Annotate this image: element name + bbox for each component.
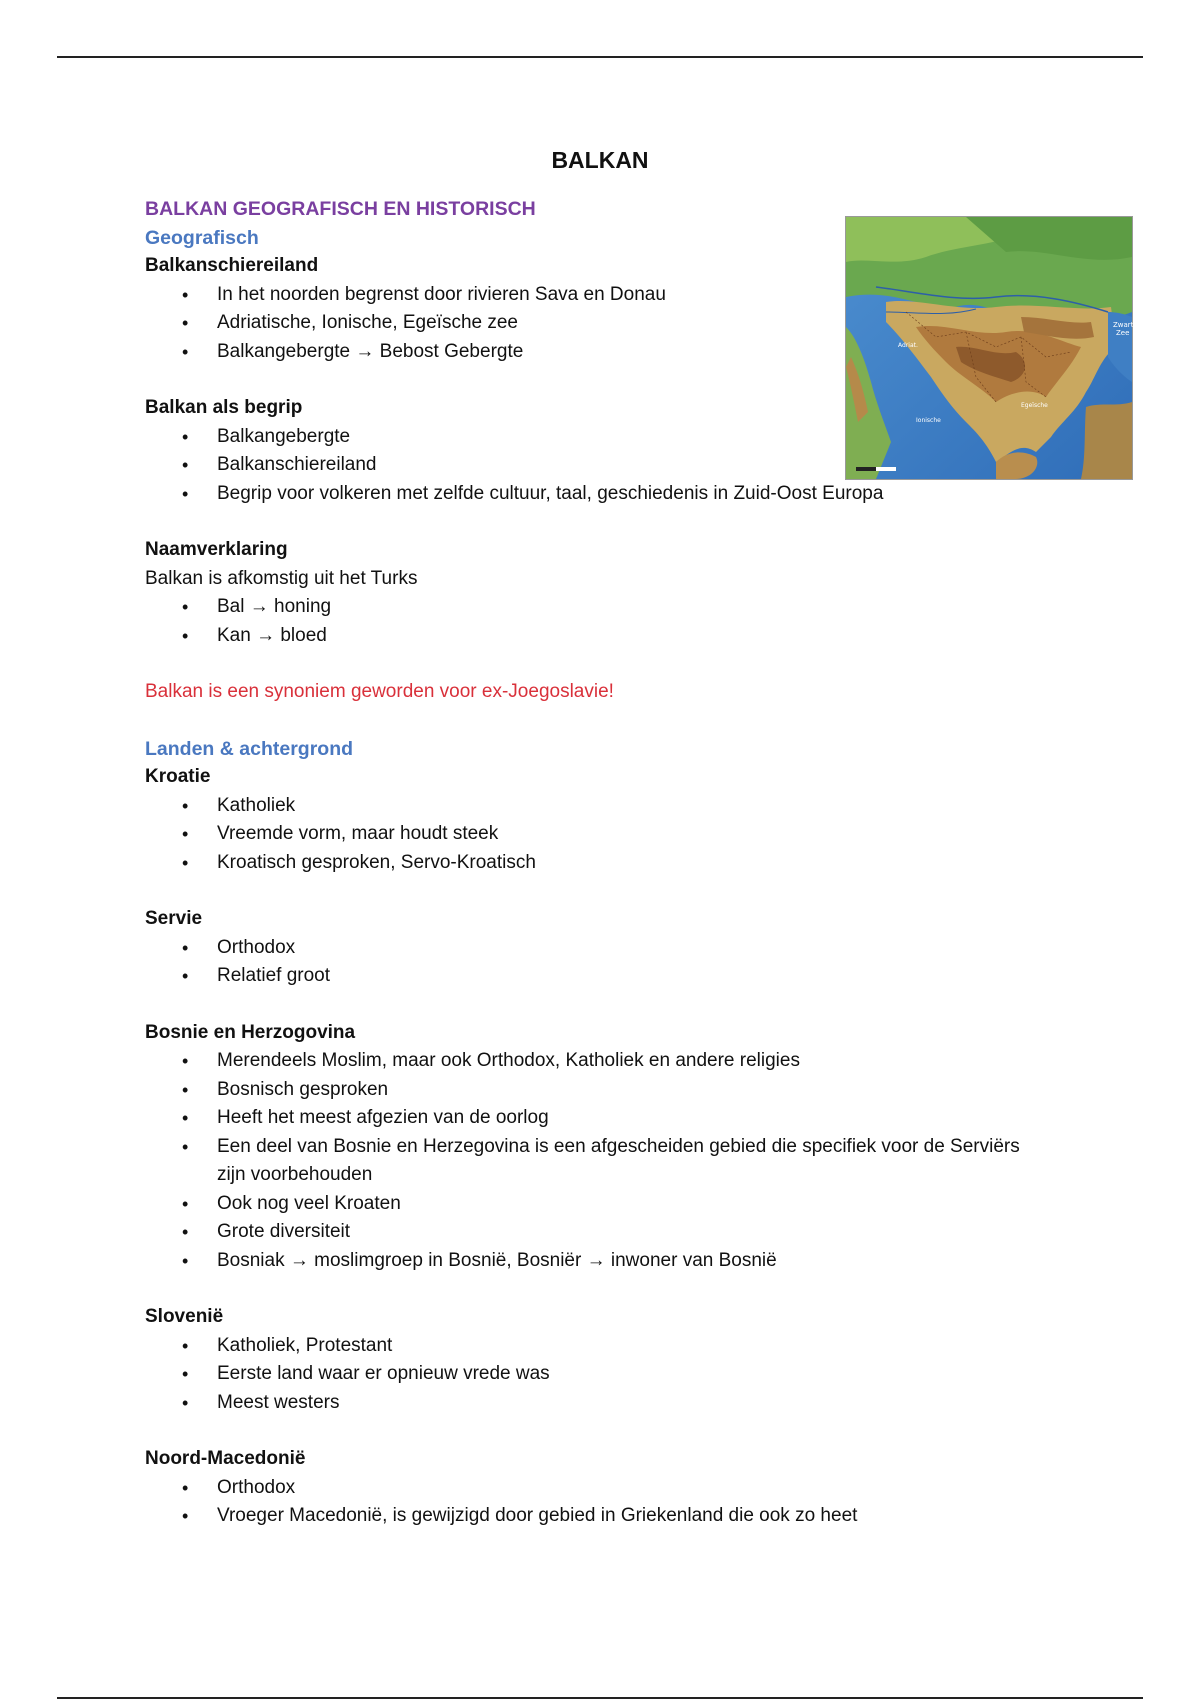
heading-slovenie: Slovenië xyxy=(145,1306,224,1327)
svg-text:Egeïsche: Egeïsche xyxy=(1021,402,1048,409)
list-item: • Katholiek xyxy=(145,792,1045,821)
list-item: • Eerste land waar er opnieuw vrede was xyxy=(145,1360,1045,1389)
bottom-rule xyxy=(57,1697,1143,1699)
list-item: • Bal → honing xyxy=(145,593,1045,622)
top-rule xyxy=(57,56,1143,58)
heading-servie: Servie xyxy=(145,908,203,929)
list-item: • Bosniak → moslimgroep in Bosnië, Bosniër → inwoner van Bosnië xyxy=(145,1247,1045,1276)
list-item: • Merendeels Moslim, maar ook Orthodox, Katholiek en andere religies xyxy=(145,1047,1045,1076)
subheading-landen: Landen & achtergrond xyxy=(145,737,354,760)
highlight-note: Balkan is een synoniem geworden voor ex-Joegoslavie! xyxy=(145,681,614,702)
list-slovenie xyxy=(145,1332,1045,1418)
list-balkan-als-begrip xyxy=(145,423,1045,509)
list-item: • Meest westers xyxy=(145,1389,1045,1418)
list-item: • Vroeger Macedonië, is gewijzigd door gebied in Griekenland die ook zo heet xyxy=(145,1502,1045,1531)
list-naamverklaring xyxy=(145,593,1045,650)
heading-bosnie: Bosnie en Herzogovina xyxy=(145,1021,356,1043)
heading-balkanschiereiland: Balkanschiereiland xyxy=(145,255,319,276)
subheading-geografisch: Geografisch xyxy=(145,226,259,249)
list-item: • Relatief groot xyxy=(145,962,1045,991)
list-item: • Ook nog veel Kroaten xyxy=(145,1190,1045,1219)
section-heading: BALKAN GEOGRAFISCH EN HISTORISCH xyxy=(145,198,536,220)
svg-text:Zee: Zee xyxy=(1116,329,1130,337)
document-body xyxy=(145,140,1045,1531)
svg-text:Ionische: Ionische xyxy=(916,417,941,424)
heading-noord-macedonie: Noord-Macedonië xyxy=(145,1448,306,1469)
list-item: • Bosnisch gesproken xyxy=(145,1076,1045,1105)
list-servie xyxy=(145,934,1045,991)
list-item: • Vreemde vorm, maar houdt steek xyxy=(145,820,1045,849)
svg-text:Zwarte: Zwarte xyxy=(1113,321,1138,329)
list-item: • Begrip voor volkeren met zelfde cultuur, taal, geschiedenis in Zuid-Oost Europa xyxy=(145,480,1045,509)
list-item: • Balkanschiereiland xyxy=(145,451,1045,480)
list-item: • Adriatische, Ionische, Egeïsche zee xyxy=(145,309,1045,338)
svg-text:Adriat.: Adriat. xyxy=(898,342,918,349)
list-item: • In het noorden begrenst door rivieren Sava en Donau xyxy=(145,281,1045,310)
list-item: • Katholiek, Protestant xyxy=(145,1332,1045,1361)
list-noord-macedonie xyxy=(145,1474,1045,1531)
list-item: • Balkangebergte → Bebost Gebergte xyxy=(145,338,1045,367)
list-bosnie xyxy=(145,1047,1045,1275)
list-item: • Orthodox xyxy=(145,1474,1045,1503)
heading-naamverklaring: Naamverklaring xyxy=(145,539,288,560)
list-item: • Orthodox xyxy=(145,934,1045,963)
heading-balkan-als-begrip: Balkan als begrip xyxy=(145,397,303,418)
heading-kroatie: Kroatie xyxy=(145,766,211,787)
document-title: BALKAN xyxy=(551,147,649,173)
list-kroatie xyxy=(145,792,1045,878)
list-item: • Heeft het meest afgezien van de oorlog xyxy=(145,1104,1045,1133)
list-item: • Grote diversiteit xyxy=(145,1218,1045,1247)
list-item: • Balkangebergte xyxy=(145,423,1045,452)
list-item: • Een deel van Bosnie en Herzegovina is een afgescheiden gebied die specifiek voor de Serviërs zijn voorbehouden xyxy=(145,1133,1045,1190)
naamverklaring-intro: Balkan is afkomstig uit het Turks xyxy=(145,567,418,589)
list-balkanschiereiland xyxy=(145,281,1045,367)
list-item: • Kroatisch gesproken, Servo-Kroatisch xyxy=(145,849,1045,878)
list-item: • Kan → bloed xyxy=(145,622,1045,651)
